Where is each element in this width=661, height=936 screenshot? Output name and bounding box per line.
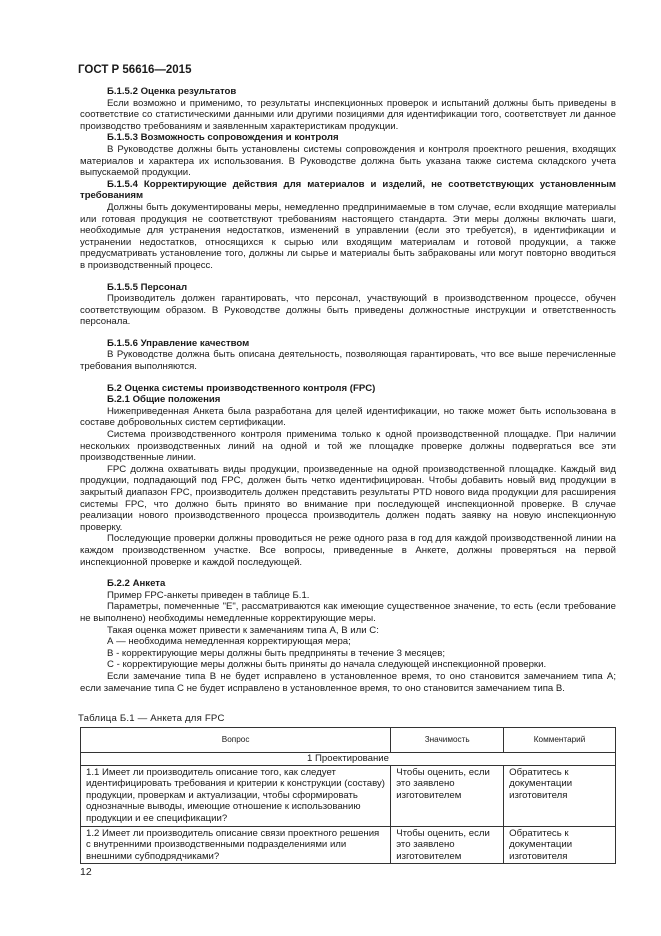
heading-b156: Б.1.5.6 Управление качеством (107, 337, 250, 349)
list-item: С - корректирующие меры должны быть приняты до начала следующей инспекционной проверки. (107, 659, 547, 671)
heading-b155: Б.1.5.5 Персонал (107, 281, 188, 293)
comment-cell: Обратитесь к документации изготовителя (504, 765, 616, 826)
paragraph: Должны быть документированы меры, немедленно предпринимаемые в том случае, если входящие материалы или готовая продукция не соответствуют требованиям настоящего стандарта. Эти меры должны включать шаги, необходимые для устранения недостатков, изменений в управлении (если это требуется), в идентификации и устранении недостатков, относящихся к сырью или входящим материалам и готовой продукции, а также предусматривать установление того, должны ли сырье и материалы быть забракованы или могут повторно вводиться в производственный процесс. (80, 201, 616, 271)
paragraph: Параметры, помеченные "E", рассматриваются как имеющие существенное значение, то есть (если требование не выполнено) необходимы немедленные корректирующие меры. (80, 601, 616, 624)
significance-cell: Чтобы оценить, если это заявлено изготовителем (391, 765, 504, 826)
paragraph: Если замечание типа В не будет исправлено в установленное время, то оно становится замечанием типа А; если замечание типа С не будет исправлено в установленное время, то оно становится замечанием типа В. (80, 670, 616, 694)
heading-b2: Б.2 Оценка системы производственного контроля (FPC) (107, 382, 376, 394)
paragraph: Производитель должен гарантировать, что персонал, участвующий в производственном процессе, обучен соответствующим образом. В Руководстве должны быть приведены должностные инструкции и ответственность персонала. (80, 293, 616, 328)
table-section-row (81, 753, 616, 766)
paragraph: Нижеприведенная Анкета была разработана для целей идентификации, но также может быть использована в составе добровольных систем сертификации. (80, 405, 616, 429)
heading-b154: Б.1.5.4 Корректирующие действия для материалов и изделий, не соответствующих установленным требованиям (80, 178, 616, 202)
document-header: ГОСТ Р 56616—2015 (78, 64, 192, 76)
comment-cell: Обратитесь к документации изготовителя (504, 826, 616, 864)
paragraph: В Руководстве должна быть описана деятельность, позволяющая гарантировать, что все выше перечисленные требования выполняются. (80, 349, 616, 373)
question-cell: 1.1 Имеет ли производитель описание того, как следует идентифицировать требования и критерии к конструкции (составу) продукции, проверкам и актуализации, чтобы сформировать однозначные выводы, имеющие отношение к использованию продукции и ее спецификации? (81, 765, 391, 826)
section-title: 1 Проектирование (81, 753, 616, 766)
paragraph: FPC должна охватывать виды продукции, произведенные на одной производственной площадке. Каждый вид продукции, подпадающий под FPC, должен быть четко идентифицирован. Чтобы добавить новый вид продукции в закрытый диапазон FPC, производитель должен представить результаты PTD нового вида продукции для расширения системы FPC, что должно быть принято во внимание при последующей инспекционной проверке. В случае реализации нового производственного процесса производитель должен подать заявку на новую инспекционную проверку. (80, 463, 616, 533)
paragraph: В Руководстве должны быть установлены системы сопровождения и контроля проектного решения, входящих материалов и характера их использования. В Руководстве должна быть указана также система складского учета выпускаемой продукции. (80, 143, 616, 179)
column-header: Вопрос (81, 728, 391, 753)
paragraph: Такая оценка может привести к замечаниям типа А, В или С: (107, 624, 379, 636)
page-number: 12 (80, 866, 92, 878)
heading-b21: Б.2.1 Общие положения (107, 394, 221, 406)
list-item: А — необходима немедленная корректирующая мера; (107, 636, 351, 648)
paragraph: Последующие проверки должны проводиться не реже одного раза в год для каждой производственной линии на каждом производственном участке. Все вопросы, приведенные в Анкете, должны проверяться на первой инспекционной проверке и каждой последующей. (80, 533, 616, 568)
heading-b152: Б.1.5.2 Оценка результатов (107, 86, 237, 97)
paragraph: Пример FPC-анкеты приведен в таблице Б.1. (107, 589, 310, 601)
fpc-table (80, 727, 616, 864)
table-row (81, 765, 616, 826)
document-body (80, 86, 616, 694)
table-row (81, 826, 616, 864)
significance-cell: Чтобы оценить, если это заявлено изготовителем (391, 826, 504, 864)
heading-b22: Б.2.2 Анкета (107, 578, 166, 590)
heading-b153: Б.1.5.3 Возможность сопровождения и контроля (107, 132, 339, 144)
table-header-row (81, 728, 616, 753)
paragraph: Если возможно и применимо, то результаты инспекционных проверок и испытаний должны быть приведены в соответствие со статистическими данными или другими позициями для идентификации того, соответствует ли данное производство требованиям и заявленным характеристикам продукции. (80, 97, 616, 132)
column-header: Комментарий (504, 728, 616, 753)
table-caption: Таблица Б.1 — Анкета для FPC (78, 713, 225, 724)
paragraph: Система производственного контроля применима только к одной производственной площадке. При наличии нескольких производственных линий на одной и той же площадке проверке должны подвергаться все эти производственные линии. (80, 429, 616, 464)
column-header: Значимость (391, 728, 504, 753)
question-cell: 1.2 Имеет ли производитель описание связи проектного решения с внутренними производственными подразделениями или внешними субподрядчиками? (81, 826, 391, 864)
list-item: В - корректирующие меры должны быть предприняты в течение 3 месяцев; (107, 647, 446, 659)
